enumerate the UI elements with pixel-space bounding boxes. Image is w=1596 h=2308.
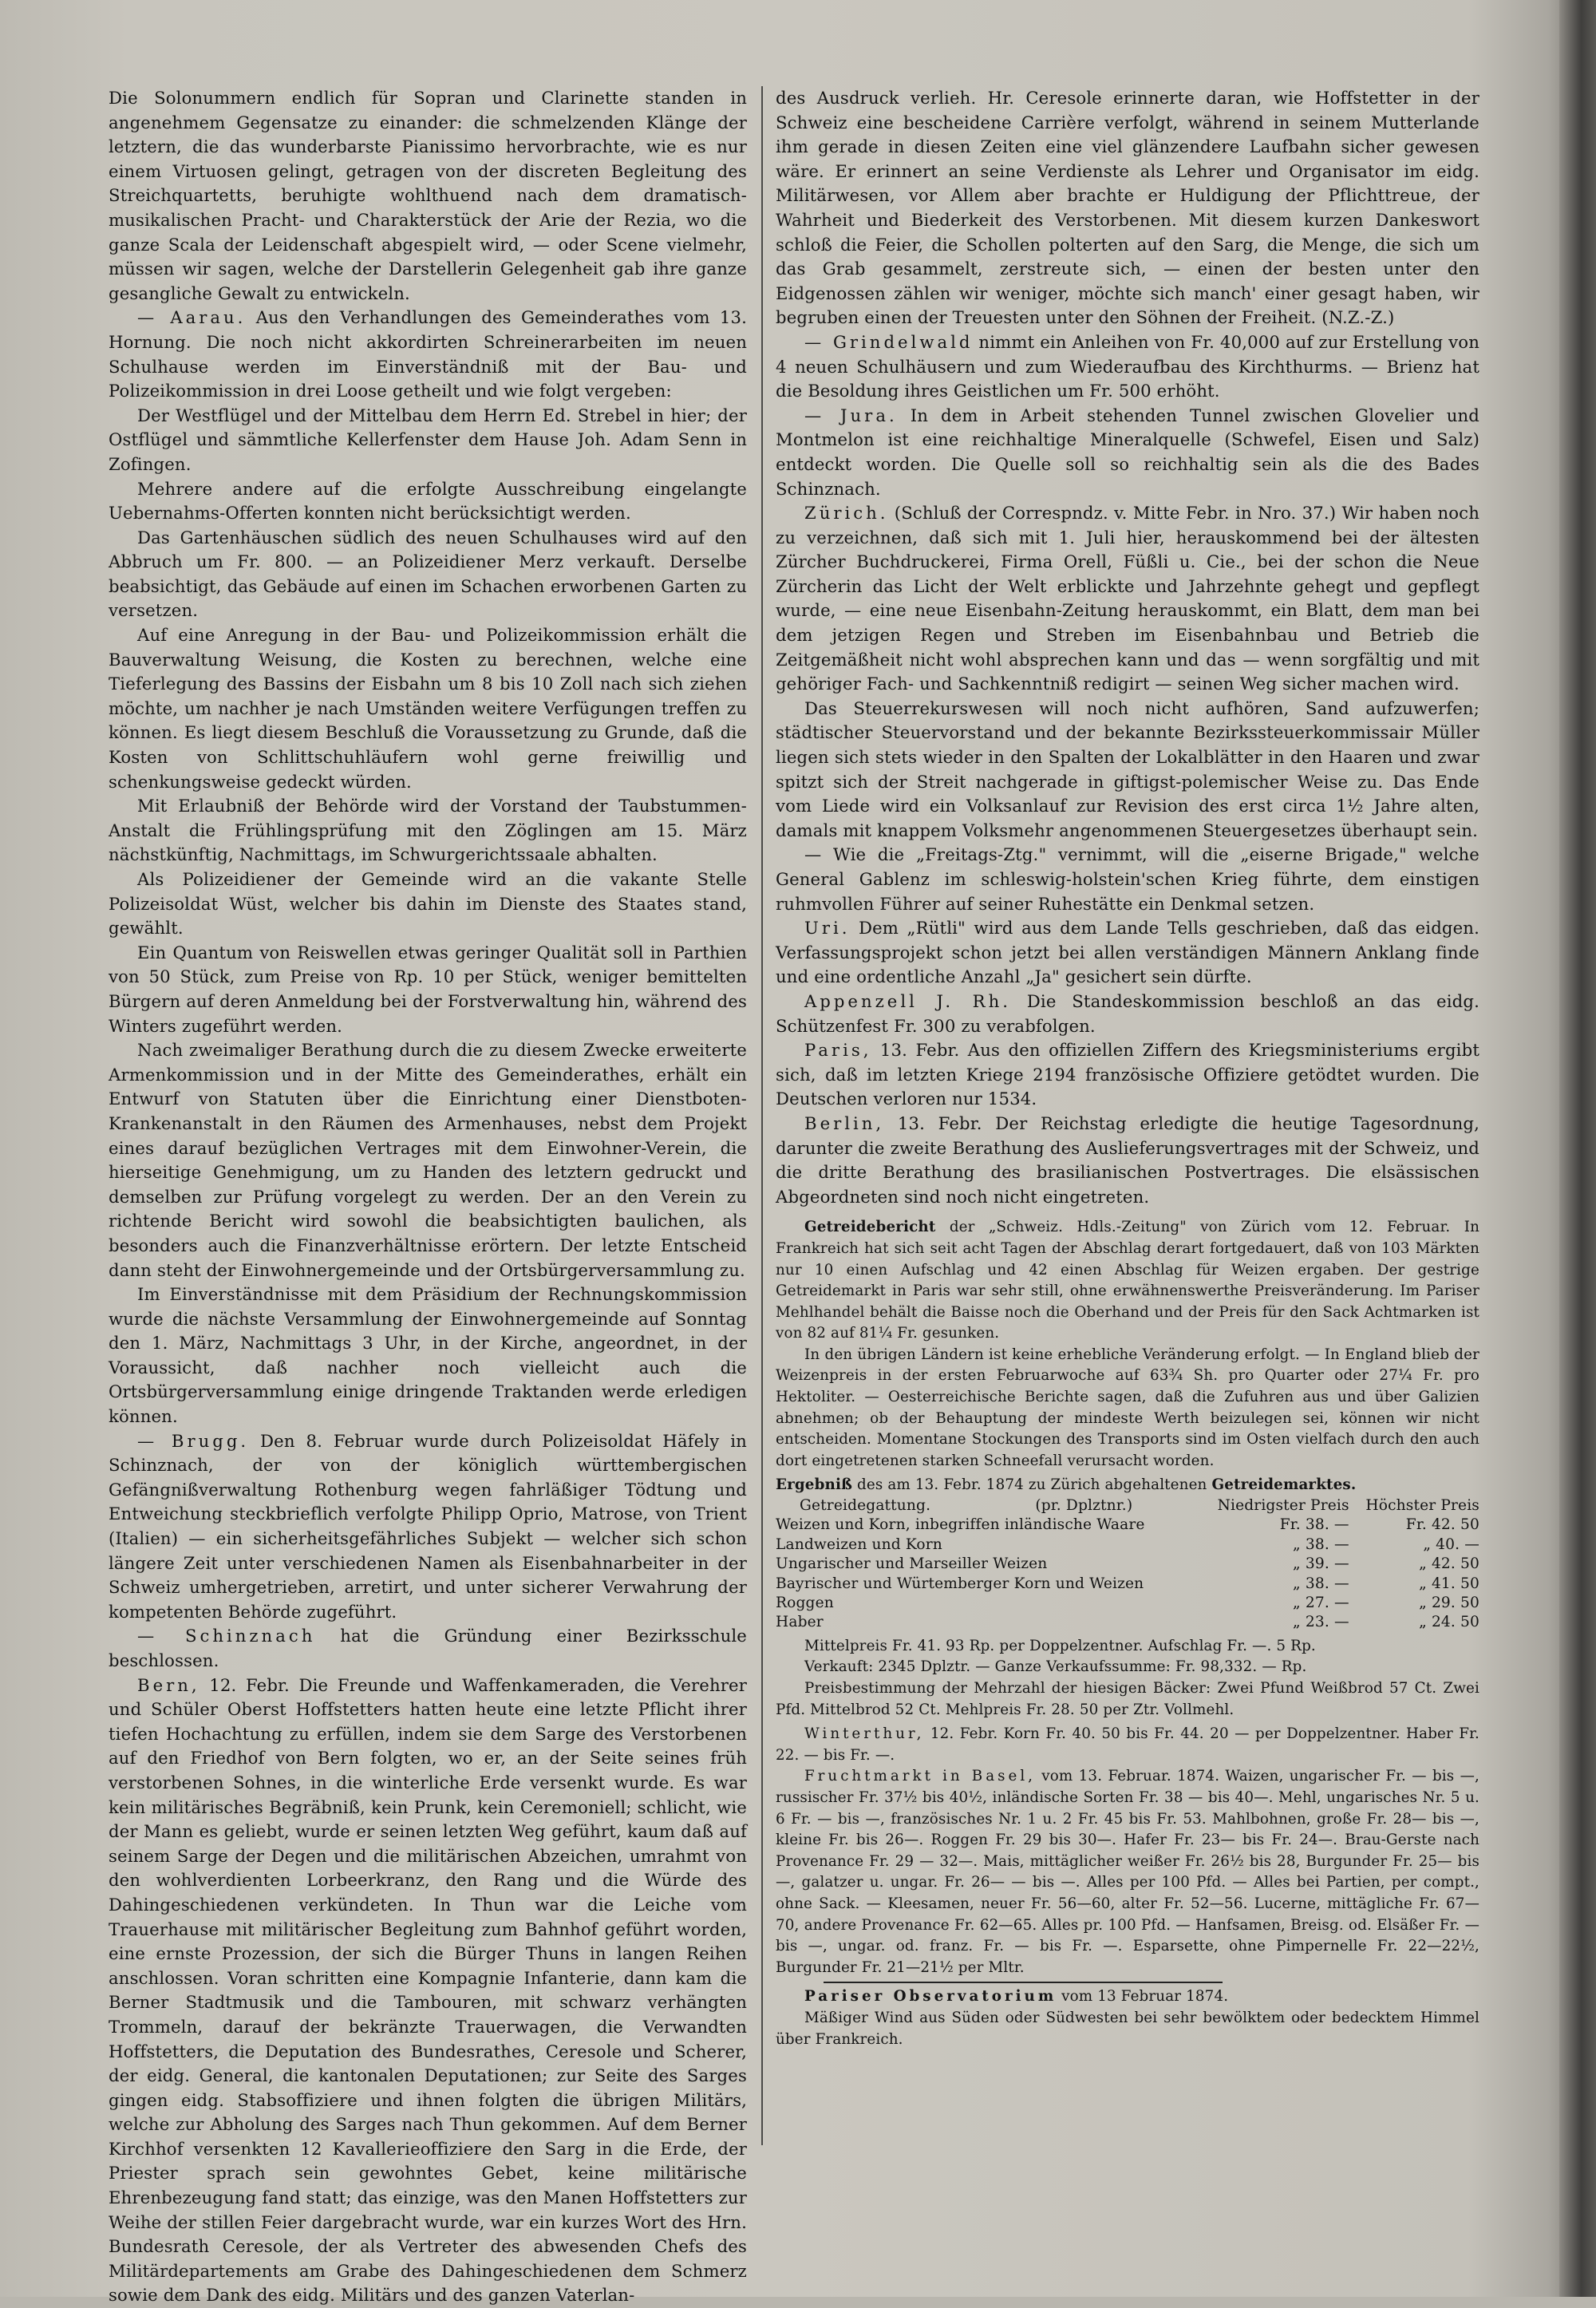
getreidemarkt-ergebniss — [776, 1475, 1479, 2050]
article-aarau9 — [109, 1038, 747, 1282]
article-solo-text: Die Solonummern endlich für Sopran und Clarinette standen in angenehmem Gegensatze zu einander: die schmelzenden Klänge der letztern, die das wunderbarste Pianissimo hervorbrachte, wie es nur einem Virtuosen gelingt, getragen von der discreten Begleitung des Streichquartetts, beruhigte wohlthuend nach dem dramatisch-musikalischen Pracht- und Charakterstück der Arie der Rezia, wo die ganze Scala der Leidenschaft abgespielt wird, — oder Scene vielmehr, müssen wir sagen, welche der Darstellerin Gelegenheit gab ihre ganze gesangliche Gewalt zu entwickeln. — [109, 88, 747, 303]
table-header-max: Höchster Preis — [1365, 1497, 1479, 1515]
article-bern-heading: Bern, — [137, 1674, 200, 1695]
cell-gattung: Landweizen und Korn — [776, 1535, 942, 1553]
ergebniss-market: Getreidemarktes. — [1211, 1476, 1357, 1494]
article-zuerich2 — [776, 697, 1479, 844]
table-row — [776, 1516, 1479, 1535]
article-aarau10 — [109, 1282, 747, 1429]
article-zuerich-heading: Zürich. — [804, 503, 889, 524]
section-rule — [824, 1982, 1223, 1983]
article-aarau8-text: Ein Quantum von Reiswellen etwas geringer Qualität soll in Parthien von 50 Stück, zum Preise von Rp. 10 per Stück, weniger bemittelten Bürgern auf deren Anmeldung bei der Forstverwaltung hin, während des Winters zugeführt werden. — [109, 942, 747, 1036]
article-grindelwald-heading: — Grindelwald — [804, 331, 974, 352]
table-row — [776, 1575, 1479, 1594]
article-aarau9-text: Nach zweimaliger Berathung durch die zu diesem Zwecke erweiterte Armenkommission und in der Mitte des Gemeinderathes, erhält ein Entwurf von Statuten über die Einrichtung einer Dienstboten-Krankenanstalt in den Räumen des Armenhauses, nebst dem Projekt eines darauf bezüglichen Vertrages mit dem Einwohner-Verein, die hierseitige Genehmigung, um zu Handen des letztern gedruckt und demselben zur Prüfung vorgelegt zu werden. Der an den Verein zu richtende Bericht wird sowohl die beabsichtigten baulichen, als besonders auch die Finanzverhältnisse erörtern. Der letzte Entscheid dann steht der Einwohnergemeinde und der Ortsbürgerversammlung zu. — [109, 1040, 747, 1280]
article-aarau — [109, 306, 747, 403]
cell-max-price: „ 24. 50 — [1419, 1614, 1479, 1631]
mittelpreis: Mittelpreis Fr. 41. 93 Rp. per Doppelzentner. Aufschlag Fr. —. 5 Rp. — [804, 1637, 1316, 1654]
cell-gattung: Bayrischer und Würtemberger Korn und Weizen — [776, 1575, 1144, 1592]
article-aarau5-text: Auf eine Anregung in der Bau- und Polizeikommission erhält die Bauverwaltung Weisung, die Kosten zu berechnen, welche eine Tieferlegung des Bassins der Eisbahn um 8 bis 10 Zoll nach sich ziehen möchte, um nachher je nach Umständen weitere Verfügungen treffen zu können. Es liegt diesem Beschluß die Voraussetzung zu Grunde, daß die Kosten von Schlittschuhläufern wohl gerne freiwillig und schenkungsweise gedeckt würden. — [109, 625, 747, 792]
table-header-min: Niedrigster Preis — [1217, 1497, 1349, 1515]
article-aarau4-text: Das Gartenhäuschen südlich des neuen Schulhauses wird auf den Abbruch um Fr. 800. — an Polizeidiener Merz verkauft. Derselbe beabsichtigt, das Gebäude auf einen im Schachen erworbenen Garten zu versetzen. — [109, 527, 747, 621]
table-row — [776, 1535, 1479, 1555]
article-freitag — [776, 843, 1479, 916]
left-column — [109, 86, 747, 2308]
article-grindelwald — [776, 330, 1479, 404]
article-freitag-text: — Wie die „Freitags-Ztg." vernimmt, will die „eiserne Brigade," welche General Gablenz im schleswig-holstein'schen Krieg führte, dem einstigen ruhmvollen Führer auf seiner Ruhestätte ein Denkmal setzen. — [776, 844, 1479, 914]
cell-max-price: „ 40. — — [1423, 1535, 1479, 1553]
brotpreis: Preisbestimmung der Mehrzahl der hiesigen Bäcker: Zwei Pfund Weißbrod 57 Ct. Zwei Pfd. Mittelbrod 52 Ct. Mehlpreis Fr. 28. 50 per Ztr. Vollmehl. — [776, 1680, 1479, 1718]
basel-text: vom 13. Februar. 1874. Waizen, ungarischer Fr. — bis —, russischer Fr. 37½ bis 40½, inländische Sorten Fr. 38 — bis 40—. Mehl, ungarisches Nr. 5 u. 6 Fr. — bis —, französisches Nr. 1 u. 2 Fr. 45 bis Fr. 53. Mahlbohnen, große Fr. 28— bis —, kleine Fr. bis 26—. Roggen Fr. 29 bis 30—. Hafer Fr. 23— bis Fr. 24—. Brau-Gerste nach Provenance Fr. 29 — 32—. Mais, mittäglicher weißer Fr. 26½ bis 28, Burgunder Fr. 25— bis —, galatzer u. ungar. Fr. 26— — bis —. Alles per 100 Pfd. — Alles bei Partien, per compt., ohne Sack. — Kleesamen, neuer Fr. 56—60, alter Fr. 52—56. Lucerne, mittägliche Fr. 67—70, andere Provenance Fr. 62—65. Alles pr. 100 Pfd. — Hanfsamen, Breisg. od. Elsäßer Fr. — bis —, ungar. od. franz. Fr. — bis Fr. —. Esparsette, ohne Pimpernelle Fr. 22—22½, Burgunder Fr. 21—21½ per Mltr. — [776, 1768, 1479, 1976]
article-schinznach — [109, 1624, 747, 1673]
binding-edge — [1559, 0, 1596, 2297]
ergebniss-text: des am 13. Febr. 1874 zu Zürich abgehaltenen — [852, 1476, 1212, 1494]
article-aarau10-text: Im Einverständnisse mit dem Präsidium der Rechnungskommission wurde die nächste Versammlung der Einwohnergemeinde auf Sonntag den 1. März, Nachmittags 3 Uhr, in der Kirche, angeordnet, in der Voraussicht, daß nachher noch vielleicht auch die Ortsbürgerversammlung einige dringende Traktanden werde erledigen können. — [109, 1284, 747, 1427]
cell-min-price: „ 23. — — [1293, 1614, 1349, 1631]
article-berlin-heading: Berlin, — [804, 1113, 885, 1133]
table-header-gattung: Getreidegattung. — [800, 1497, 931, 1515]
cell-min-price: „ 27. — — [1293, 1595, 1349, 1612]
cell-max-price: „ 41. 50 — [1419, 1575, 1479, 1592]
article-jura-heading: — Jura. — [804, 405, 898, 425]
article-aarau6-text: Mit Erlaubniß der Behörde wird der Vorstand der Taubstummen-Anstalt die Frühlingsprüfung mit den Zöglingen am 15. März nächstkünftig, Nachmittags, im Schwurgerichtssaale abhalten. — [109, 796, 747, 865]
basel-market — [776, 1766, 1479, 1978]
basel-heading: Fruchtmarkt in Basel, — [804, 1768, 1036, 1785]
right-column — [776, 86, 1479, 2050]
getreidebericht-text2: In den übrigen Ländern ist keine erhebliche Veränderung erfolgt. — In England blieb der Weizenpreis in der ersten Februarwoche auf 63¾ Sh. pro Quarter oder 27¼ Fr. pro Hektoliter. — Oesterreichische Berichte sagen, daß die Zufuhren aus und über Galizien abnehmen; ob der Behauptung der mindeste Werth beizulegen sei, können wir nicht entscheiden. Momentane Stockungen des Transports sind im Osten vielfach durch den auch dort eingetretenen starken Schneefall verursacht worden. — [776, 1346, 1479, 1469]
article-paris — [776, 1038, 1479, 1112]
article-aarau4 — [109, 526, 747, 623]
verkauft: Verkauft: 2345 Dplztr. — Ganze Verkaufssumme: Fr. 98,332. — Rp. — [804, 1658, 1307, 1676]
article-berlin — [776, 1112, 1479, 1209]
article-jura-text: In dem in Arbeit stehenden Tunnel zwischen Glovelier und Montmelon ist eine reichhaltige Mineralquelle (Schwefel, Eisen und Salz) entdeckt worden. Die Quelle soll so reichhaltig sein als die des Bades Schinznach. — [776, 405, 1479, 499]
article-bern — [109, 1674, 747, 2308]
article-aarau3-text: Mehrere andere auf die erfolgte Ausschreibung eingelangte Uebernahms-Offerten konnten nicht berücksichtigt werden. — [109, 478, 747, 524]
article-zuerich2-text: Das Steuerrekurswesen will noch nicht aufhören, Sand aufzuwerfen; städtischer Steuervorstand und der bekannte Bezirkssteuerkommissair Müller liegen sich stets wieder in den Spalten der Lokalblätter in den Haaren und zwar spitzt sich der Streit nachgerade in giftigst-polemischer Weise zu. Das Ende vom Liede wird ein Volksanlauf zur Revision des erst circa 1½ Jahre alten, damals mit knappem Volksmehr angenommenen Steuergesetzes überhaupt sein. — [776, 698, 1479, 840]
article-brugg-heading: — Brugg. — [137, 1430, 250, 1451]
article-aarau2 — [109, 404, 747, 477]
table-header-row — [776, 1496, 1479, 1516]
observatorium-text: Mäßiger Wind aus Süden oder Südwesten bei sehr bewölktem oder bedecktem Himmel über Frankreich. — [776, 2009, 1479, 2048]
ergebniss-heading: Ergebniß — [776, 1476, 853, 1494]
cell-min-price: „ 38. — — [1293, 1575, 1349, 1592]
cell-min-price: „ 38. — — [1293, 1535, 1349, 1553]
cell-gattung: Haber — [776, 1614, 824, 1631]
cell-min-price: Fr. 38. — — [1279, 1516, 1349, 1534]
table-header-unit: (pr. Dplztnr.) — [1035, 1497, 1133, 1515]
article-brugg-text: Den 8. Februar wurde durch Polizeisoldat Häfely in Schinznach, der von der königlich württembergischen Gefängnißverwaltung Rothenburg wegen fahrläßiger Tödtung und Entweichung steckbrieflich verfolgte Philipp Oprio, Matrose, von Trient (Italien) — ein sicherheitsgefährliches Subjekt — welcher sich schon längere Zeit unter verschiedenen Namen als Eisenbahnarbeiter in der Schweiz umhergetrieben, arretirt, und unter sicherer Verwahrung der kompetenten Behörde zugeführt. — [109, 1430, 747, 1622]
article-uri — [776, 916, 1479, 990]
cell-gattung: Weizen und Korn, inbegriffen inländische Waare — [776, 1516, 1145, 1534]
article-appenzell-text: Die Standeskommission beschloß an das eidg. Schützenfest Fr. 300 zu verabfolgen. — [776, 990, 1479, 1036]
cell-gattung: Roggen — [776, 1595, 834, 1612]
right-news-items — [776, 86, 1479, 1209]
cell-max-price: „ 29. 50 — [1419, 1595, 1479, 1612]
observatorium — [776, 1986, 1479, 2008]
getreidebericht-text: der „Schweiz. Hdls.-Zeitung" von Zürich vom 12. Februar. In Frankreich hat sich seit acht Tagen der Abschlag derart fortgedauert, daß von 103 Märkten nur 10 einen Aufschlag und 42 einen Abschlag für Weizen ergaben. Der gestrige Getreidemarkt in Paris war sehr still, ohne erwähnenswerthe Preisveränderung. Im Pariser Mehlhandel behält die Baisse noch die Oberhand und der Preis für den Sack Achtmarken ist von 82 auf 81¼ Fr. gesunken. — [776, 1219, 1479, 1342]
table-row — [776, 1594, 1479, 1613]
article-aarau2-text: Der Westflügel und der Mittelbau dem Herrn Ed. Strebel in hier; der Ostflügel und sämmtliche Kellerfenster dem Hause Joh. Adam Senn in Zofingen. — [109, 405, 747, 474]
observatorium-title: Pariser Observatorium — [804, 1988, 1057, 2006]
table-row — [776, 1555, 1479, 1574]
observatorium-date: vom 13 Februar 1874. — [1057, 1988, 1229, 2006]
article-berlin-text: 13. Febr. Der Reichstag erledigte die heutige Tagesordnung, darunter die zweite Berathung des Auslieferungsvertrages mit der Schweiz, und die dritte Berathung des brasilianischen Postvertrages. Die elsässischen Abgeordneten sind noch nicht eingetreten. — [776, 1113, 1479, 1207]
cell-max-price: „ 42. 50 — [1419, 1555, 1479, 1573]
winterthur-text: 12. Febr. Korn Fr. 40. 50 bis Fr. 44. 20 — per Doppelzentner. Haber Fr. 22. — bis Fr. —. — [776, 1725, 1479, 1764]
article-aarau7-text: Als Polizeidiener der Gemeinde wird an die vakante Stelle Polizeisoldat Wüst, welcher bis dahin im Dienste des Staates stand, gewählt. — [109, 869, 747, 939]
article-bern_cont — [776, 86, 1479, 330]
article-appenzell-heading: Appenzell J. Rh. — [804, 990, 1011, 1011]
table-row — [776, 1613, 1479, 1632]
winterthur-heading: Winterthur, — [804, 1725, 925, 1743]
article-aarau6 — [109, 794, 747, 867]
article-aarau3 — [109, 477, 747, 526]
article-paris-heading: Paris, — [804, 1040, 872, 1061]
article-appenzell — [776, 990, 1479, 1038]
article-aarau-heading: — Aarau. — [137, 307, 247, 328]
cell-max-price: Fr. 42. 50 — [1405, 1516, 1479, 1534]
article-brugg — [109, 1429, 747, 1625]
article-solo — [109, 86, 747, 306]
article-grindelwald-text: nimmt ein Anleihen von Fr. 40,000 auf zur Erstellung von 4 neuen Schulhäusern und zum Wiederaufbau des Kirchthurms. — Brienz hat die Besoldung ihres Geistlichen um Fr. 500 erhöht. — [776, 331, 1479, 401]
winterthur-market — [776, 1724, 1479, 1766]
article-paris-text: 13. Febr. Aus den offiziellen Ziffern des Kriegsministeriums ergibt sich, daß im letzten Kriege 2194 französische Offiziere getödtet wurden. Die Deutschen verloren nur 1534. — [776, 1040, 1479, 1109]
article-aarau7 — [109, 867, 747, 941]
article-schinznach-text: hat die Gründung einer Bezirksschule beschlossen. — [109, 1626, 747, 1670]
article-jura — [776, 404, 1479, 501]
getreide-price-table — [776, 1496, 1479, 1633]
getreidebericht — [776, 1217, 1479, 1472]
article-bern-text: 12. Febr. Die Freunde und Waffenkameraden, die Verehrer und Schüler Oberst Hoffstetters hatten heute eine letzte Pflicht ihrer tiefen Hochachtung zu erfüllen, indem sie dem Sarge des Verstorbenen auf den Friedhof von Bern folgten, wo er, an der Seite seines früh verstorbenen Sohnes, in die winterliche Erde versenkt wurde. Es war kein militärisches Begräbniß, kein Prunk, kein Ceremoniell; schlicht, wie der Mann es geliebt, wurde er seinen letzten Weg geführt, kaum daß auf seinem Sarge der Degen und die militärischen Abzeichen, umrahmt von den wohlverdienten Lorbeerkranz, den Rang und die Würde des Dahingeschiedenen verkündeten. In Thun war die Leiche vom Trauerhause mit militärischer Begleitung zum Bahnhof geführt worden, eine ernste Prozession, der sich die Bürger Thuns in langen Reihen anschlossen. Voran schritten eine Kompagnie Infanterie, dann kam die Berner Stadtmusik und die Tambouren, mit schwarz verhängten Trommeln, darauf der bekränzte Trauerwagen, die Verwandten Hoffstetters, die Deputation des Bundesrathes, Ceresole und Scherer, der eidg. General, die kantonalen Deputationen; zur Seite des Sarges gingen eidg. Stabsoffiziere und ihnen folgten die übrigen Militärs, welche zur Abholung des Sarges nach Thun gekommen. Auf dem Berner Kirchhof versenkten 12 Kavallerieoffiziere den Sarg in die Erde, der Priester sprach sein gewohntes Gebet, keine militärische Ehrenbezeugung fand statt; das einzige, was den Manen Hoffstetters zur Weihe der stillen Feier dargebracht wurde, war ein kurzes Wort des Hrn. Bundesrath Ceresole, der als Vertreter des abwesenden Chefs des Militärdepartements am Grabe des Dahingeschiedenen dem Schmerz sowie dem Dank des eidg. Militärs und des ganzen Vaterlan- — [109, 1674, 747, 2306]
article-bern_cont-text: des Ausdruck verlieh. Hr. Ceresole erinnerte daran, wie Hoffstetter in der Schweiz eine bescheidene Carrière verfolgt, während in seinem Mutterlande ihm gerade in diesen Zeiten eine viel glänzendere Laufbahn sicher gewesen wäre. Er erinnert an seine Verdienste als Lehrer und Organisator im eidg. Militärwesen, vor Allem aber brachte er Huldigung der Pflichttreue, der Wahrheit und Biederkeit des Verstorbenen. Mit diesem kurzen Dankeswort schloß die Feier, die Schollen polterten auf den Sarg, die Menge, die sich um das Grab gesammelt, zerstreute sich, — einen der besten unter den Eidgenossen zählen wir weniger, möchte sich manch' einer gesagt haben, wir begruben einen der Treuesten unter den Söhnen der Freiheit. (N.Z.-Z.) — [776, 88, 1479, 328]
article-uri-heading: Uri. — [804, 918, 851, 939]
article-aarau-text: Aus den Verhandlungen des Gemeinderathes vom 13. Hornung. Die noch nicht akkordirten Schreinerarbeiten im neuen Schulhause werden im Einverständniß mit der Bau- und Polizeikommission in drei Loose getheilt und wie folgt vergeben: — [109, 307, 748, 401]
article-zuerich — [776, 501, 1479, 697]
article-schinznach-heading: — Schinznach — [137, 1626, 316, 1646]
getreidebericht-heading: Getreidebericht — [804, 1219, 936, 1236]
article-uri-text: Dem „Rütli" wird aus dem Lande Tells geschrieben, daß das eidgen. Verfassungsprojekt schon jetzt bei allen verständigen Männern Anklang finde und eine ordentliche Anzahl „Ja" gesichert sein dürfte. — [776, 918, 1479, 987]
cell-min-price: „ 39. — — [1293, 1555, 1349, 1573]
table-body — [776, 1516, 1479, 1632]
article-aarau8 — [109, 941, 747, 1038]
article-zuerich-text: (Schluß der Correspndz. v. Mitte Febr. in Nro. 37.) Wir haben noch zu verzeichnen, daß sich mit 1. Juli hier, herauskommend bei der ältesten Zürcher Buchdruckerei, Firma Orell, Füßli u. Cie., bei der schon die Neue Zürcherin das Licht der Welt erblickte und Jahrzehnte gehegt und gepflegt wurde, — eine neue Eisenbahn-Zeitung herauskommt, ein Blatt, dem man bei dem jetzigen Regen und Streben im Eisenbahnbau und Betrieb die Zeitgemäßheit nicht wohl absprechen kann und das — wenn sorgfältig und mit gehöriger Fach- und Sachkenntniß redigirt — seinen Weg sicher machen wird. — [776, 503, 1479, 694]
column-divider — [761, 86, 763, 2145]
cell-gattung: Ungarischer und Marseiller Weizen — [776, 1555, 1048, 1573]
article-aarau5 — [109, 623, 747, 794]
